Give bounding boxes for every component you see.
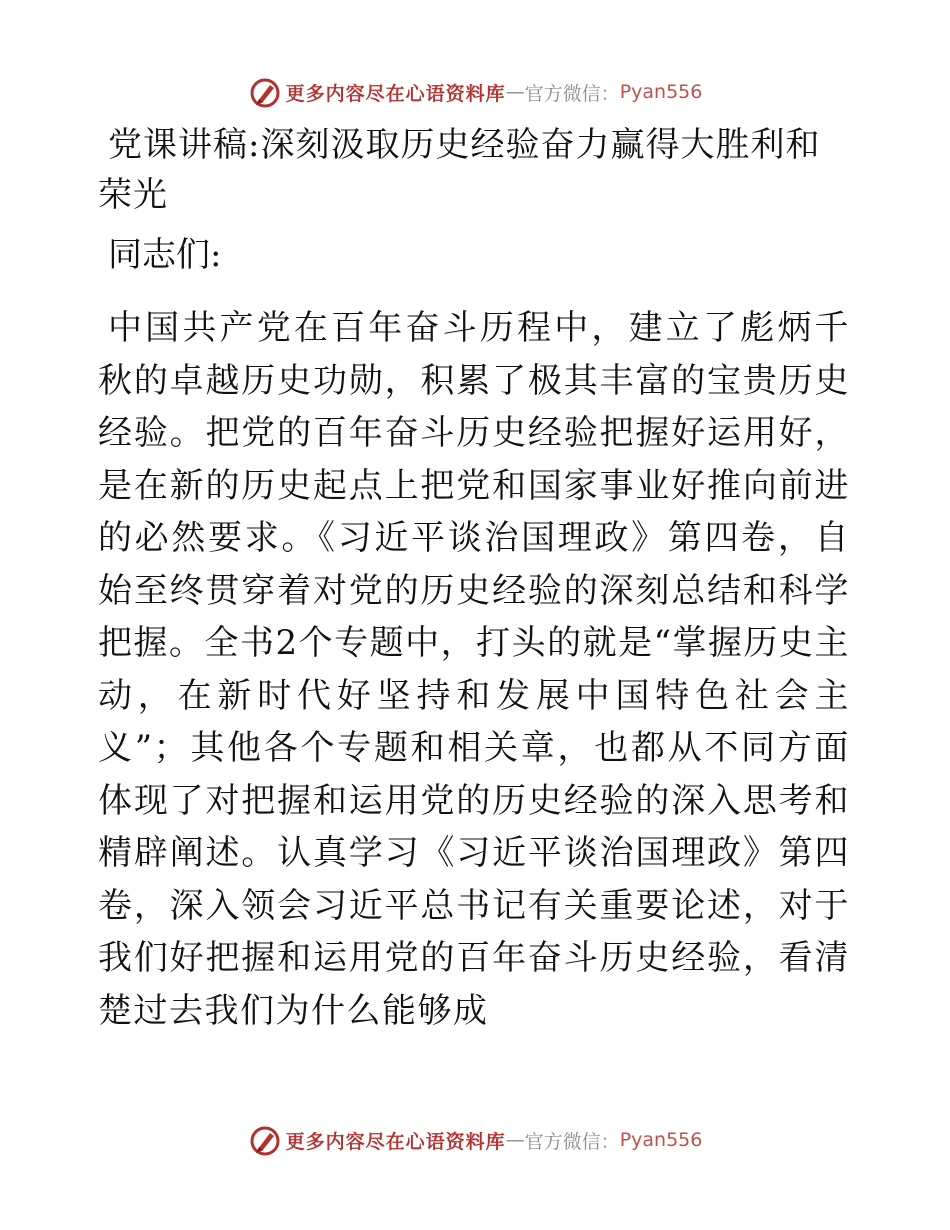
footer-wechat-label: 官方微信： <box>524 1130 620 1153</box>
document-title: 党课讲稿:深刻汲取历史经验奋力赢得大胜利和荣光 <box>98 125 821 215</box>
header-wechat-label: 官方微信： <box>524 82 620 105</box>
footer-banner-separator: — <box>505 1129 525 1151</box>
document-body <box>98 120 850 1037</box>
document-paragraph: 中国共产党在百年奋斗历程中，建立了彪炳千秋的卓越历史功勋，积累了极其丰富的宝贵历史经验。把党的百年奋斗历史经验把握好运用好，是在新的历史起点上把党和国家事业好推向前进的必然要求。《习近平谈治国理政》第四卷，自始至终贯穿着对党的历史经验的深刻总结和科学把握。全书2个专题中，打头的就是“掌握历史主动，在新时代好坚持和发展中国特色社会主义”；其他各个专题和相关章，也都从不同方面体现了对把握和运用党的历史经验的深入思考和精辟阐述。认真学习《习近平谈治国理政》第四卷，深入领会习近平总书记有关重要论述，对于我们好把握和运用党的百年奋斗历史经验，看清楚过去我们为什么能够成 <box>98 308 851 1031</box>
brand-logo-icon <box>248 1123 282 1157</box>
header-banner-text: 更多内容尽在心语资料库 <box>285 82 506 105</box>
document-greeting: 同志们: <box>108 235 222 275</box>
header-banner-separator: — <box>505 81 525 103</box>
header-banner <box>0 72 950 112</box>
footer-banner <box>0 1120 950 1160</box>
footer-wechat-id: Pyan556 <box>619 1129 703 1151</box>
brand-logo-icon <box>248 75 282 109</box>
header-wechat-id: Pyan556 <box>619 81 703 103</box>
footer-banner-text: 更多内容尽在心语资料库 <box>285 1130 506 1153</box>
